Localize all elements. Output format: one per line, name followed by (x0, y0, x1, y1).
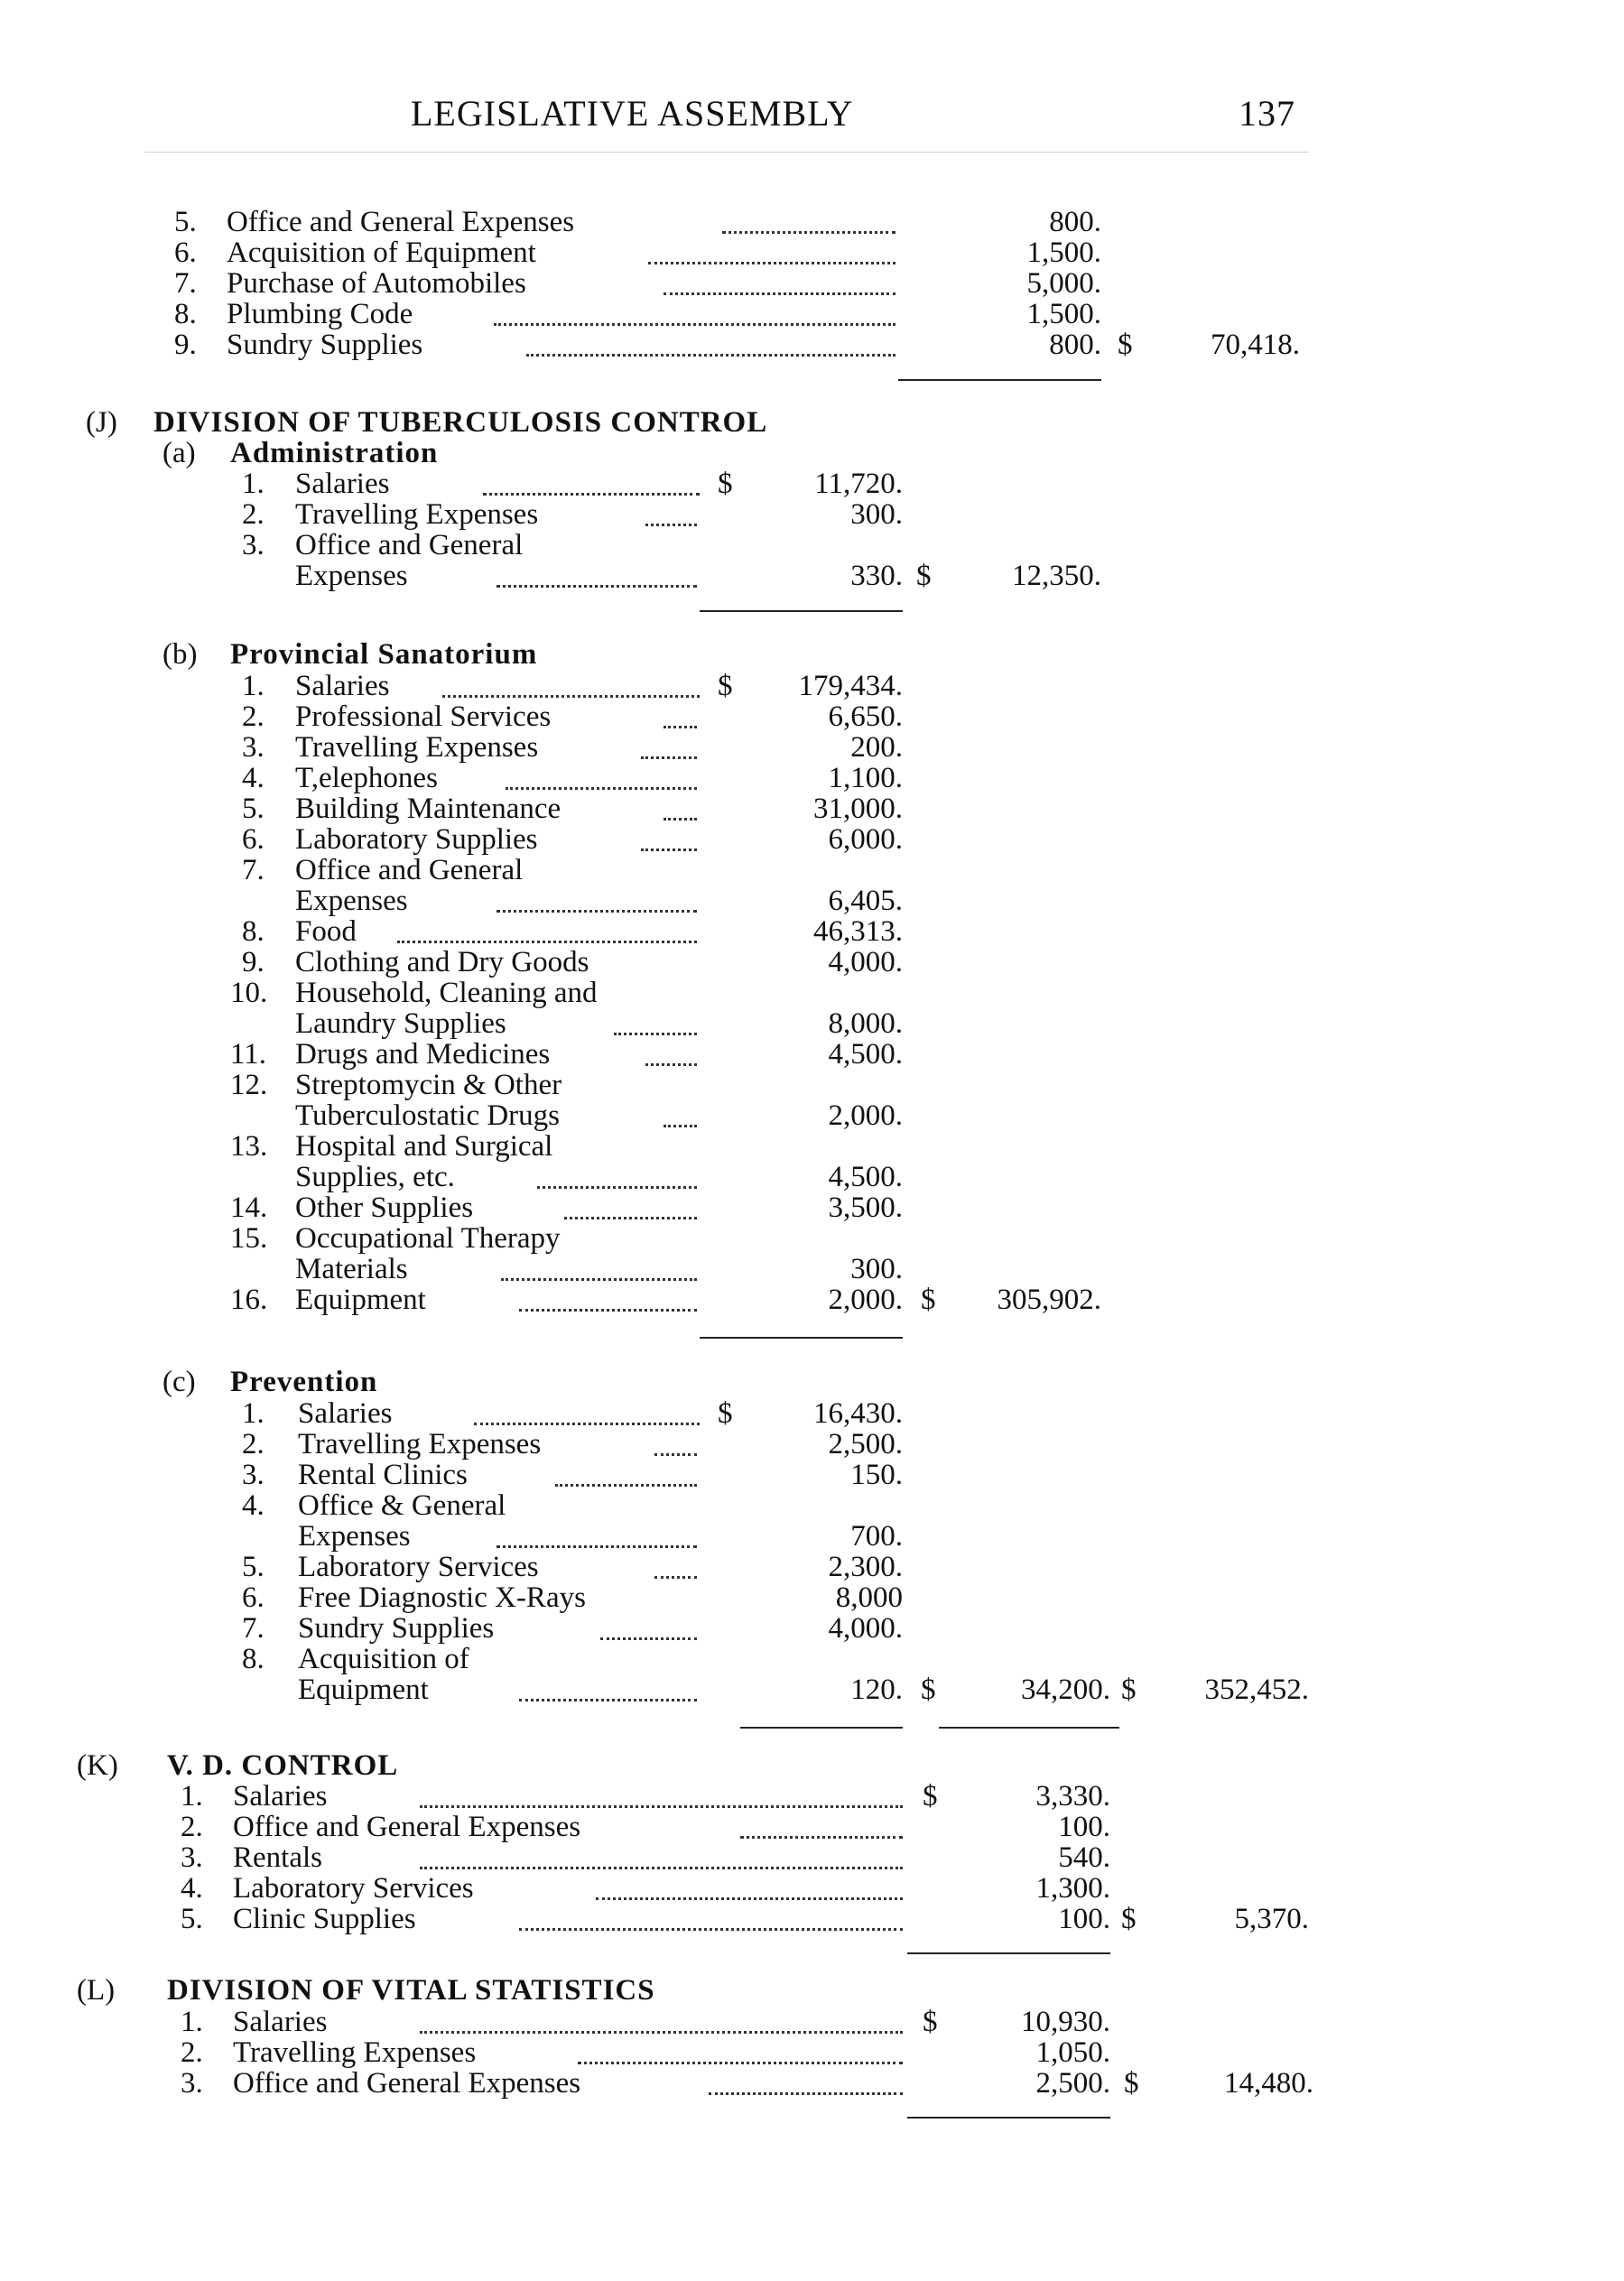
list-item-label: Office and General (295, 854, 524, 886)
dot-leader (555, 1484, 697, 1487)
subsection-title: Administration (230, 437, 439, 469)
dot-leader (654, 1576, 697, 1579)
dot-leader (641, 756, 697, 759)
list-item-amount: 16,430. (813, 1397, 903, 1430)
list-item-amount: 3,330. (1035, 1780, 1110, 1813)
page-number: 137 (1239, 93, 1295, 134)
section-letter: (L) (77, 1974, 116, 2007)
dot-leader (664, 818, 697, 821)
list-item-number: 4. (181, 1872, 203, 1905)
dot-leader (496, 910, 697, 913)
list-item-number: 11. (230, 1038, 267, 1071)
list-item-label: Plumbing Code (227, 298, 413, 330)
list-item-amount: 31,000. (813, 793, 903, 825)
list-item-amount: 200. (850, 731, 903, 764)
dot-leader (519, 1309, 697, 1312)
list-item-number: 2. (242, 700, 264, 733)
list-item-label: Equipment (295, 1284, 426, 1316)
section-title: DIVISION OF TUBERCULOSIS CONTROL (153, 406, 768, 439)
subsection-title: Provincial Sanatorium (230, 638, 538, 671)
dot-leader (483, 493, 700, 496)
list-item-label: Salaries (233, 1780, 328, 1813)
list-item-label-continued: Laundry Supplies (295, 1007, 506, 1040)
list-item-label-continued: Supplies, etc. (295, 1161, 455, 1193)
list-item-amount: 300. (850, 1253, 903, 1285)
list-item-label: Household, Cleaning and (295, 977, 598, 1009)
list-item-label-continued: Expenses (298, 1520, 411, 1553)
subtotal-rule (898, 379, 1101, 381)
list-item-amount: 100. (1058, 1903, 1110, 1935)
section-grand-total: 352,452. (1204, 1674, 1309, 1706)
list-item-amount: 179,434. (798, 670, 903, 702)
section-letter: (K) (77, 1749, 118, 1782)
list-item-number: 4. (242, 1489, 264, 1522)
list-item-label-continued: Expenses (295, 885, 408, 917)
list-item-amount: 1,050. (1035, 2036, 1110, 2069)
section-total: 14,480. (1224, 2067, 1313, 2100)
list-item-number: 1. (181, 2006, 203, 2038)
list-item-label-continued: Tuberculostatic Drugs (295, 1099, 561, 1132)
list-item-number: 8. (242, 1643, 264, 1675)
dot-leader (654, 1453, 697, 1456)
list-item-number: 3. (181, 1841, 203, 1874)
list-item-label: Office and General Expenses (227, 206, 575, 238)
list-item-amount: 300. (850, 498, 903, 531)
dot-leader (709, 2092, 903, 2095)
list-item-amount: 2,500. (828, 1428, 903, 1460)
list-item-label: Acquisition of Equipment (227, 236, 536, 269)
list-item-number: 10. (230, 977, 268, 1009)
list-item-number: 15. (230, 1222, 268, 1255)
list-item-label-continued: Equipment (298, 1674, 429, 1706)
page-header-title: LEGISLATIVE ASSEMBLY (411, 93, 854, 134)
list-item-label: Salaries (295, 670, 390, 702)
list-item-number: 3. (242, 731, 264, 764)
section-letter: (J) (86, 406, 117, 439)
list-item-label: Travelling Expenses (233, 2036, 477, 2069)
list-item-amount: 800. (1049, 329, 1101, 361)
list-item-number: 3. (242, 529, 264, 561)
list-item-label: Salaries (295, 468, 390, 500)
dollar-sign: $ (1121, 1903, 1137, 1935)
list-item-number: 1. (181, 1780, 203, 1813)
list-item-label: Free Diagnostic X-Rays (298, 1581, 586, 1614)
subsection-total: 12,350. (1012, 560, 1101, 592)
list-item-amount: 2,500. (1035, 2067, 1110, 2100)
subtotal-rule (939, 1727, 1119, 1729)
subsection-letter: (c) (162, 1366, 196, 1398)
dot-leader (564, 1217, 697, 1219)
dot-leader (600, 1637, 697, 1640)
dot-leader (648, 262, 896, 264)
dot-leader (664, 726, 697, 728)
dot-leader (645, 1063, 697, 1066)
list-item-number: 16. (230, 1284, 268, 1316)
dot-leader (614, 1033, 697, 1035)
dot-leader (578, 2062, 903, 2064)
list-item-label: Occupational Therapy (295, 1222, 561, 1255)
list-item-number: 1. (242, 1397, 264, 1430)
subtotal-rule (700, 1337, 903, 1339)
list-item-label: Clothing and Dry Goods (295, 946, 589, 978)
list-item-amount: 1,500. (1026, 298, 1101, 330)
dot-leader (537, 1186, 697, 1189)
dot-leader (420, 2031, 903, 2034)
list-item-number: 9. (174, 329, 197, 361)
list-item-amount: 8,000 (835, 1581, 903, 1614)
list-item-amount: 6,650. (828, 700, 903, 733)
list-item-number: 6. (242, 1581, 264, 1614)
dollar-sign: $ (921, 1674, 936, 1706)
list-item-amount: 2,000. (828, 1284, 903, 1316)
list-item-number: 1. (242, 670, 264, 702)
dot-leader (641, 848, 697, 851)
list-item-amount: 4,000. (828, 1612, 903, 1645)
list-item-amount: 8,000. (828, 1007, 903, 1040)
list-item-amount: 6,000. (828, 823, 903, 856)
list-item-number: 5. (242, 1551, 264, 1583)
dot-leader (506, 787, 697, 790)
list-item-amount: 4,000. (828, 946, 903, 978)
dot-leader (722, 231, 896, 234)
list-item-label: Clinic Supplies (233, 1903, 416, 1935)
list-item-number: 3. (181, 2067, 203, 2100)
dot-leader (740, 1836, 903, 1839)
dot-leader (496, 1545, 697, 1548)
dot-leader (519, 1699, 697, 1701)
list-item-amount: 2,000. (828, 1099, 903, 1132)
subsection-letter: (a) (162, 437, 196, 469)
list-item-label-continued: Materials (295, 1253, 408, 1285)
list-item-label: Drugs and Medicines (295, 1038, 551, 1071)
list-item-amount: 4,500. (828, 1038, 903, 1071)
list-item-label: Acquisition of (298, 1643, 469, 1675)
list-item-number: 3. (242, 1459, 264, 1491)
list-item-number: 2. (242, 498, 264, 531)
list-item-label: Office & General (298, 1489, 506, 1522)
list-item-number: 2. (181, 2036, 203, 2069)
list-item-number: 5. (181, 1903, 203, 1935)
list-item-number: 2. (242, 1428, 264, 1460)
list-item-amount: 800. (1049, 206, 1101, 238)
list-item-label: Rental Clinics (298, 1459, 468, 1491)
dot-leader (501, 1278, 697, 1281)
dot-leader (397, 941, 697, 943)
dot-leader (596, 1897, 903, 1900)
dot-leader (519, 1928, 903, 1931)
list-item-label: Purchase of Automobiles (227, 267, 526, 300)
list-item-label: Office and General (295, 529, 524, 561)
dot-leader (474, 1423, 700, 1425)
list-item-label: Streptomycin & Other (295, 1069, 562, 1101)
list-item-number: 7. (242, 1612, 264, 1645)
list-item-number: 5. (174, 206, 197, 238)
list-item-number: 6. (174, 236, 197, 269)
dollar-sign: $ (1121, 1674, 1137, 1706)
dollar-sign: $ (718, 468, 733, 500)
list-item-label: Laboratory Services (233, 1872, 474, 1905)
list-item-label: Sundry Supplies (227, 329, 423, 361)
dot-leader (526, 354, 896, 357)
dot-leader (664, 292, 896, 295)
list-item-amount: 1,500. (1026, 236, 1101, 269)
dot-leader (420, 1805, 903, 1808)
subsection-total: 305,902. (997, 1284, 1101, 1316)
list-item-number: 6. (242, 823, 264, 856)
subtotal-rule (740, 1727, 903, 1729)
subsection-total: 34,200. (1021, 1674, 1110, 1706)
list-item-label: Salaries (298, 1397, 393, 1430)
list-item-amount: 11,720. (814, 468, 903, 500)
list-item-number: 14. (230, 1191, 268, 1224)
list-item-amount: 6,405. (828, 885, 903, 917)
list-item-label: Laboratory Services (298, 1551, 539, 1583)
list-item-number: 2. (181, 1811, 203, 1843)
header-divider (144, 152, 1309, 153)
list-item-number: 1. (242, 468, 264, 500)
subtotal-rule (907, 2117, 1110, 2119)
list-item-number: 5. (242, 793, 264, 825)
dollar-sign: $ (923, 1780, 938, 1813)
dollar-sign: $ (923, 2006, 938, 2038)
list-item-label: Travelling Expenses (295, 731, 539, 764)
list-item-amount: 330. (850, 560, 903, 592)
dot-leader (420, 1867, 903, 1869)
list-item-number: 13. (230, 1130, 268, 1163)
list-item-label: Sundry Supplies (298, 1612, 495, 1645)
subtotal-rule (907, 1952, 1110, 1954)
dollar-sign: $ (1118, 329, 1133, 361)
list-item-label-continued: Expenses (295, 560, 408, 592)
list-item-number: 4. (242, 762, 264, 794)
list-item-amount: 150. (850, 1459, 903, 1491)
list-item-amount: 10,930. (1021, 2006, 1110, 2038)
list-item-amount: 2,300. (828, 1551, 903, 1583)
subsection-title: Prevention (230, 1366, 378, 1398)
dot-leader (645, 524, 697, 526)
list-item-amount: 3,500. (828, 1191, 903, 1224)
dollar-sign: $ (718, 1397, 733, 1430)
section-total: 5,370. (1234, 1903, 1309, 1935)
list-item-amount: 700. (850, 1520, 903, 1553)
list-item-number: 7. (242, 854, 264, 886)
list-item-label: Building Maintenance (295, 793, 561, 825)
list-item-label: Travelling Expenses (295, 498, 539, 531)
subsection-letter: (b) (162, 638, 198, 671)
list-item-amount: 540. (1058, 1841, 1110, 1874)
list-item-label: Laboratory Supplies (295, 823, 538, 856)
subtotal-rule (700, 610, 903, 612)
section-title: DIVISION OF VITAL STATISTICS (167, 1974, 655, 2007)
list-item-label: Other Supplies (295, 1191, 474, 1224)
list-item-label: Office and General Expenses (233, 1811, 581, 1843)
dot-leader (442, 695, 700, 698)
list-item-amount: 46,313. (813, 915, 903, 948)
list-item-label: Food (295, 915, 357, 948)
list-item-label: Salaries (233, 2006, 328, 2038)
list-item-label: Travelling Expenses (298, 1428, 542, 1460)
list-item-amount: 1,300. (1035, 1872, 1110, 1905)
section-title: V. D. CONTROL (167, 1749, 399, 1782)
dot-leader (496, 585, 697, 588)
list-item-number: 8. (242, 915, 264, 948)
list-item-amount: 1,100. (828, 762, 903, 794)
list-item-label: Office and General Expenses (233, 2067, 581, 2100)
list-item-amount: 100. (1058, 1811, 1110, 1843)
dollar-sign: $ (921, 1284, 936, 1316)
section-total: 70,418. (1211, 329, 1300, 361)
dot-leader (664, 1125, 697, 1127)
list-item-amount: 5,000. (1026, 267, 1101, 300)
list-item-label: Rentals (233, 1841, 322, 1874)
list-item-number: 9. (242, 946, 264, 978)
list-item-label: Professional Services (295, 700, 552, 733)
dollar-sign: $ (718, 670, 733, 702)
list-item-amount: 4,500. (828, 1161, 903, 1193)
list-item-number: 12. (230, 1069, 268, 1101)
list-item-amount: 120. (850, 1674, 903, 1706)
dollar-sign: $ (1124, 2067, 1139, 2100)
list-item-number: 8. (174, 298, 197, 330)
list-item-label: T,elephones (295, 762, 438, 794)
list-item-number: 7. (174, 267, 197, 300)
list-item-label: Hospital and Surgical (295, 1130, 553, 1163)
dollar-sign: $ (916, 560, 932, 592)
dot-leader (494, 323, 896, 326)
